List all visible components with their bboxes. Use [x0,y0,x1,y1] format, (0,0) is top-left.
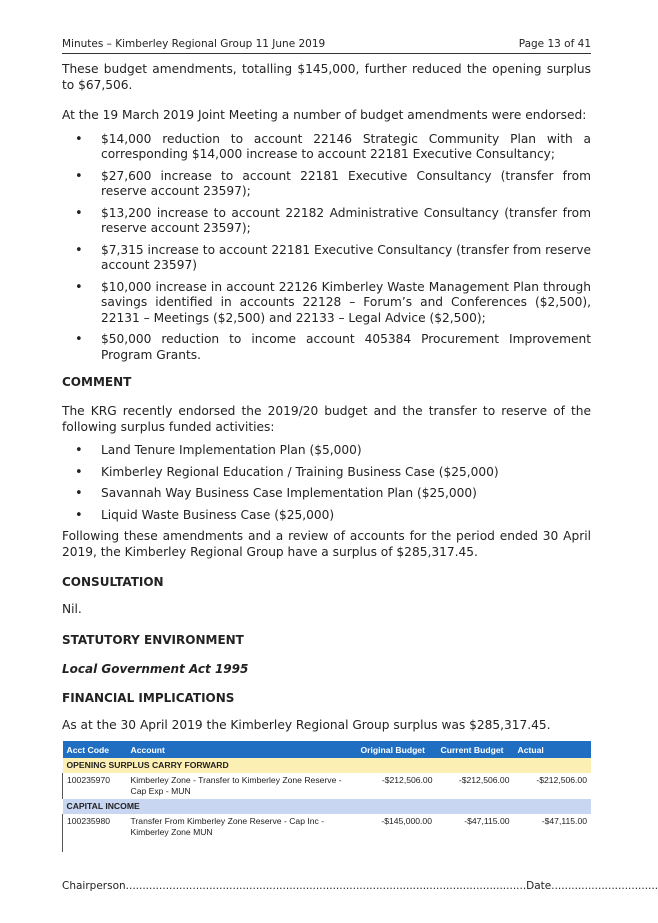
col-header-account: Account [127,741,357,758]
header-title: Minutes – Kimberley Regional Group 11 June 2019 [62,38,326,50]
page-header [62,37,591,54]
section-row [63,758,592,773]
comment-paragraph: The KRG recently endorsed the 2019/20 budget and the transfer to reserve of the following surplus funded activities: [62,404,591,434]
col-header-original-budget: Original Budget [357,741,437,758]
col-header-current-budget: Current Budget [437,741,514,758]
account-cell: Kimberley Zone - Transfer to Kimberley Zone Reserve - Cap Exp - MUN [130,775,342,796]
list-item: • $10,000 increase in account 22126 Kimberley Waste Management Plan through savings identified in accounts 22128 – Forum’s and Conferences ($2,500), 22131 – Meetings ($2,500) and 22133 – Legal Advice ($2,500); [62,280,591,327]
account-cell: Transfer From Kimberley Zone Reserve - Cap Inc - Kimberley Zone MUN [130,816,325,837]
budget-amendment-list [62,132,591,364]
intro-paragraph: These budget amendments, totalling $145,000, further reduced the opening surplus to $67,506. [62,62,591,92]
table-header-row [63,741,592,758]
acct-code-cell: 100235980 [63,814,127,840]
table-row [63,773,592,799]
list-item: • Land Tenure Implementation Plan ($5,000) [62,443,591,459]
surplus-table [62,741,591,852]
march-meeting-paragraph: At the 19 March 2019 Joint Meeting a number of budget amendments were endorsed: [62,108,587,122]
list-item: • $27,600 increase to account 22181 Executive Consultancy (transfer from reserve account 23597); [62,169,591,200]
section-row [63,799,592,814]
surplus-paragraph: Following these amendments and a review of accounts for the period ended 30 April 2019, the Kimberley Regional Group have a surplus of $285,317.45. [62,529,591,559]
consultation-heading: CONSULTATION [62,575,164,589]
list-item: • Kimberley Regional Education / Training Business Case ($25,000) [62,465,591,481]
table-row [63,814,592,840]
surplus-activities-list [62,443,591,523]
legislation-title: Local Government Act 1995 [62,661,249,676]
list-item: • Liquid Waste Business Case ($25,000) [62,508,591,524]
acct-code-cell: 100235970 [63,773,127,799]
list-item: • $14,000 reduction to account 22146 Strategic Community Plan with a corresponding $14,000 increase to account 22181 Executive Consultancy; [62,132,591,163]
col-header-actual: Actual [514,741,592,758]
original-budget-cell: -$145,000.00 [381,816,432,826]
statutory-heading: STATUTORY ENVIRONMENT [62,632,244,647]
consultation-text: Nil. [62,602,82,616]
financial-paragraph: As at the 30 April 2019 the Kimberley Regional Group surplus was $285,317.45. [62,717,551,732]
current-budget-cell: -$212,506.00 [458,775,510,785]
original-budget-cell: -$212,506.00 [381,775,433,785]
list-item: • $50,000 reduction to income account 405384 Procurement Improvement Program Grants. [62,332,591,363]
actual-cell: -$212,506.00 [536,775,587,785]
section-title: CAPITAL INCOME [63,799,357,814]
page-number: Page 13 of 41 [518,38,591,50]
financial-heading: FINANCIAL IMPLICATIONS [62,690,235,705]
col-header-acct-code: Acct Code [63,741,127,758]
current-budget-cell: -$47,115.00 [464,816,510,826]
list-item: • $13,200 increase to account 22182 Administrative Consultancy (transfer from reserve account 23597); [62,206,591,237]
signature-line: Chairperson........................................................................................................................Date................................ [62,880,658,892]
table-spacer-row [63,840,592,852]
page-body [62,62,591,733]
list-item: • $7,315 increase to account 22181 Executive Consultancy (transfer from reserve account 23597) [62,243,591,274]
list-item: • Savannah Way Business Case Implementation Plan ($25,000) [62,486,591,502]
section-title: OPENING SURPLUS CARRY FORWARD [63,758,357,773]
comment-heading: COMMENT [62,375,132,389]
actual-cell: -$47,115.00 [541,816,587,826]
